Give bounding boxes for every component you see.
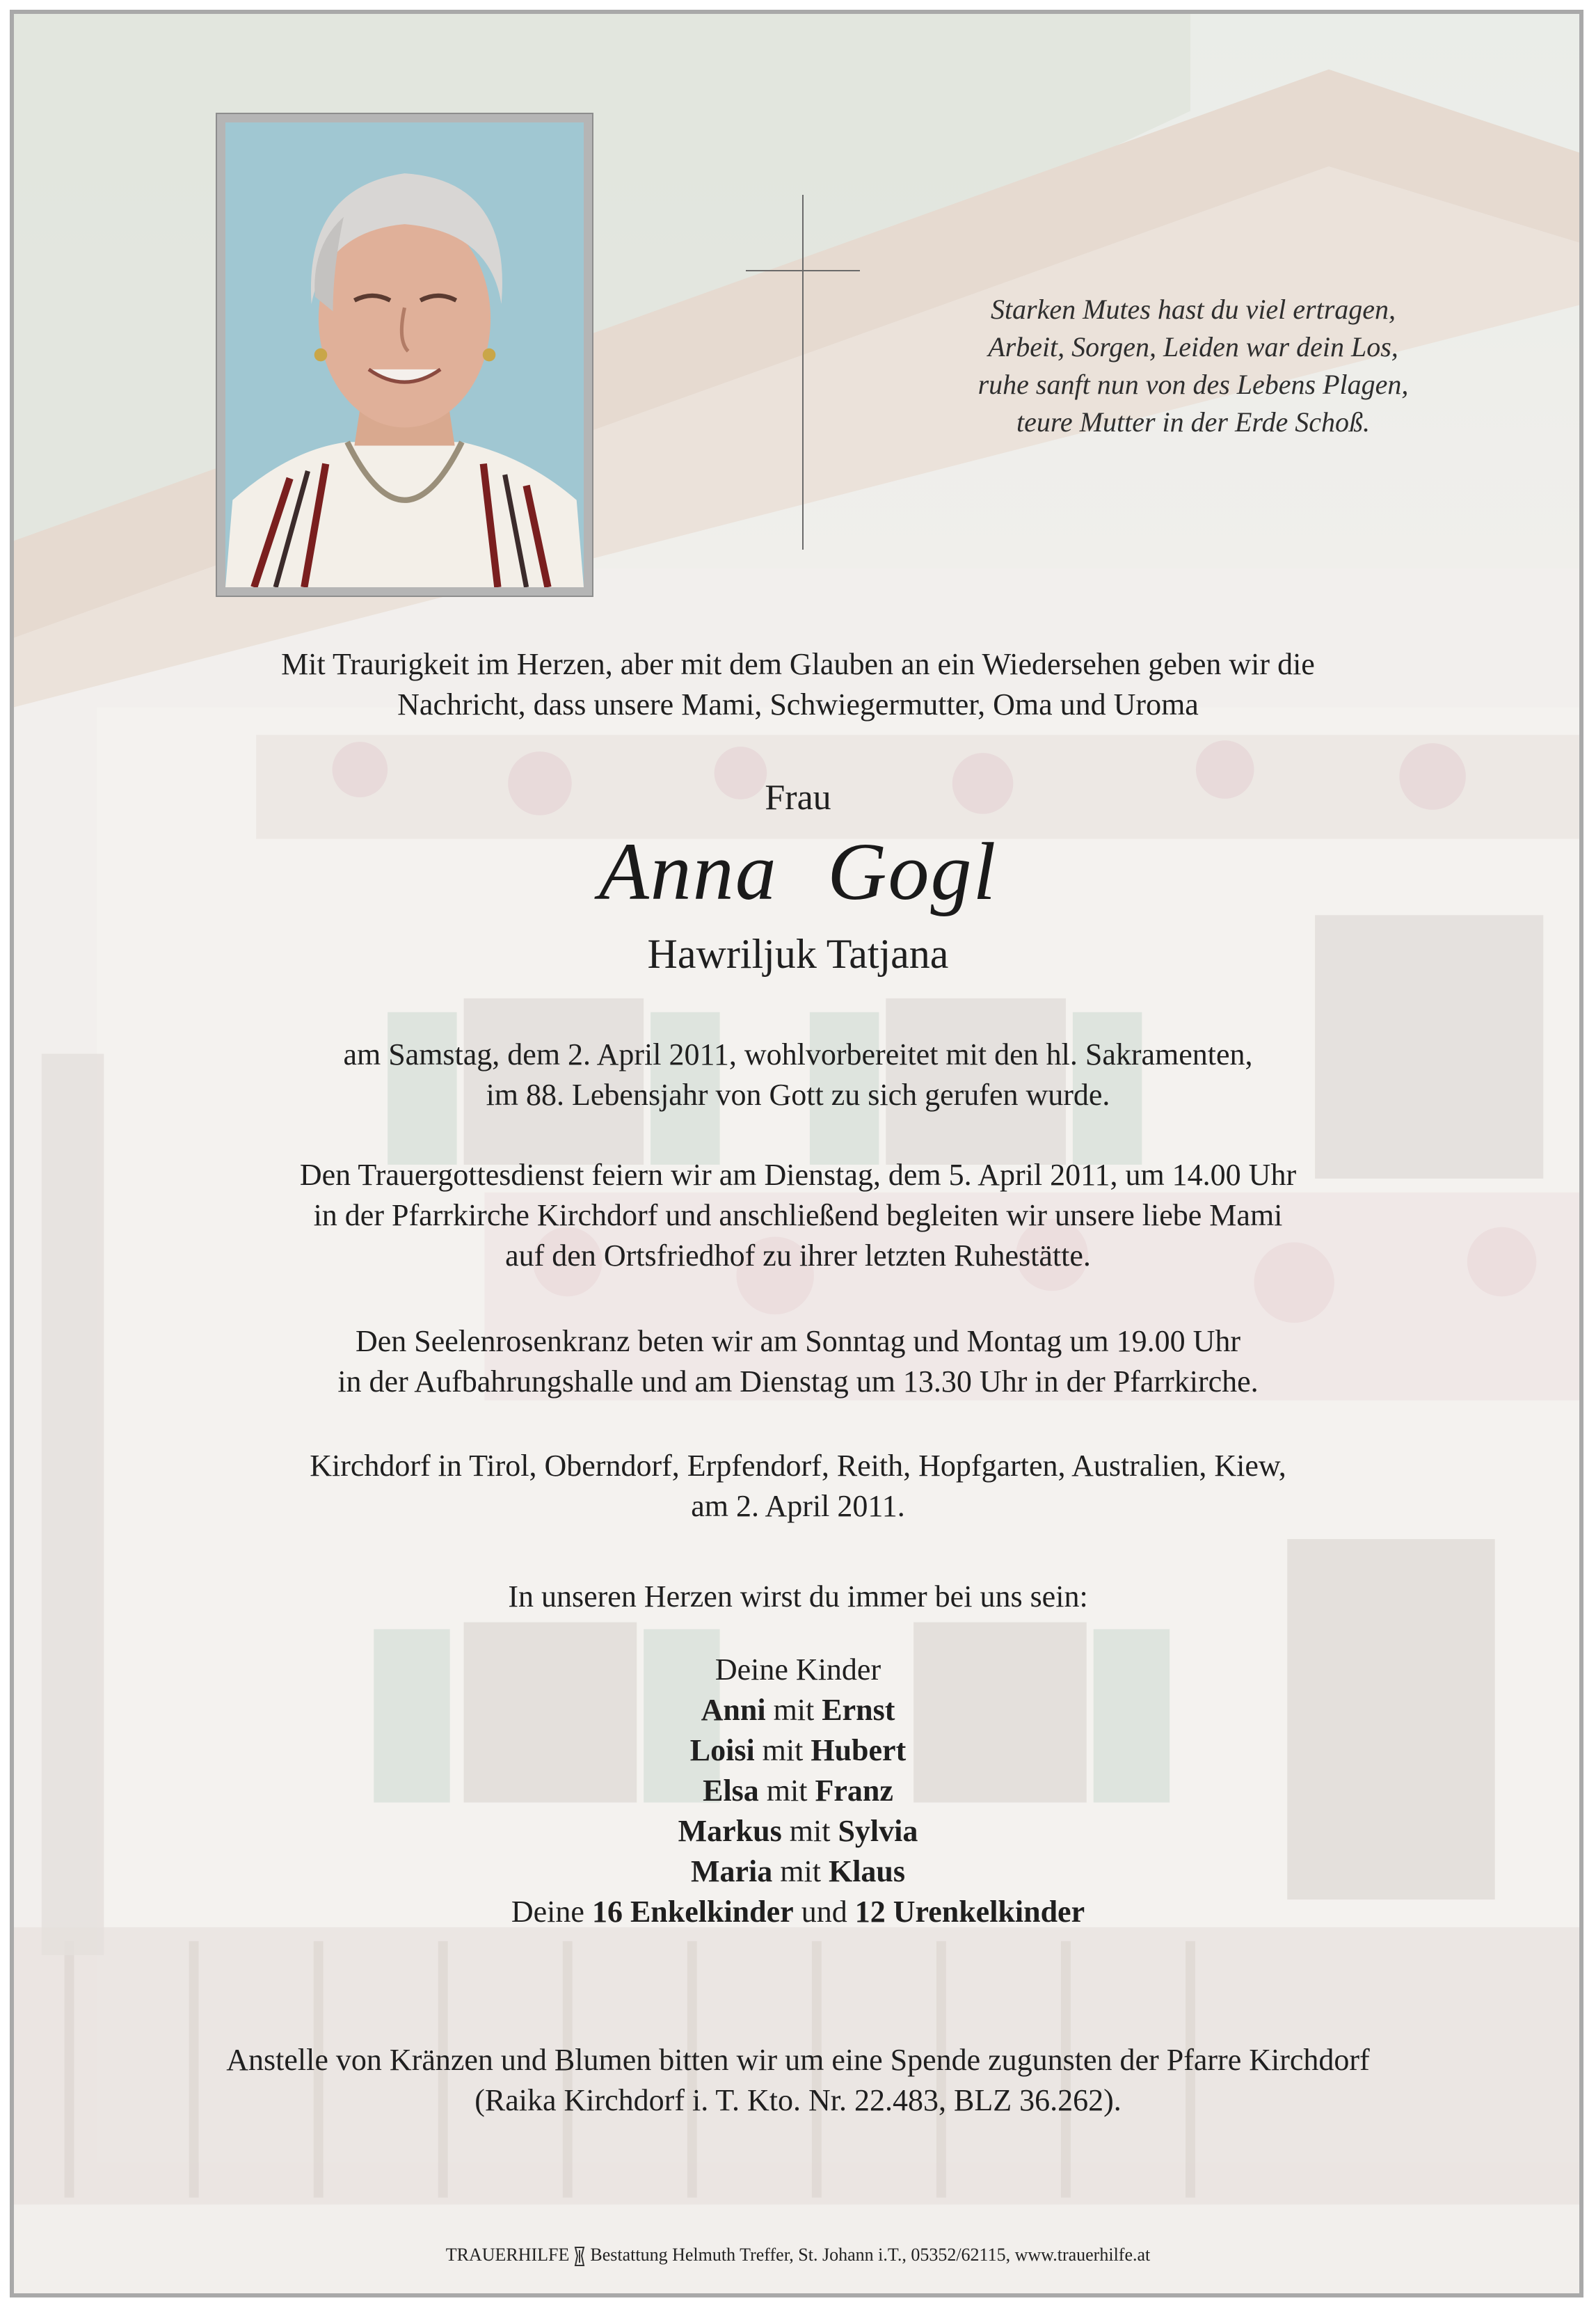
donation-line: (Raika Kirchdorf i. T. Kto. Nr. 22.483, BLZ 36.262). <box>474 2083 1122 2117</box>
donation-line: Anstelle von Kränzen und Blumen bitten wir um eine Spende zugunsten der Pfarre Kirchdorf <box>226 2043 1370 2077</box>
partner-name: Franz <box>815 1774 893 1808</box>
funeral-service-paragraph <box>63 1155 1533 1276</box>
great-grandchildren-count: 12 Urenkelkinder <box>854 1895 1085 1929</box>
grandchildren-line <box>63 1892 1533 1932</box>
family-couple <box>63 1851 1533 1892</box>
footer-text: Bestattung Helmuth Treffer, St. Johann i.T., 05352/62115, www.trauerhilfe.at <box>590 2245 1151 2265</box>
portrait-photo <box>225 122 584 587</box>
trauerhilfe-logo-icon <box>573 2246 586 2267</box>
verse-line: ruhe sanft nun von des Lebens Plagen, <box>977 369 1409 400</box>
family-couple <box>63 1690 1533 1730</box>
footer-brand: TRAUERHILFE <box>445 2245 570 2265</box>
family-list <box>63 1650 1533 1932</box>
child-name: Markus <box>678 1814 782 1848</box>
partner-name: Sylvia <box>838 1814 918 1848</box>
place-line: am 2. April 2011. <box>691 1489 905 1523</box>
connector-word: mit <box>789 1814 831 1848</box>
family-heading: Deine Kinder <box>715 1652 881 1687</box>
donation-paragraph <box>63 2040 1533 2121</box>
child-name: Loisi <box>689 1733 755 1767</box>
partner-name: Hubert <box>811 1733 907 1767</box>
service-line: auf den Ortsfriedhof zu ihrer letzten Ruhestätte. <box>505 1238 1091 1273</box>
cross-horizontal-bar <box>746 270 860 271</box>
verse-line: Starken Mutes hast du viel ertragen, <box>990 294 1396 325</box>
death-announcement <box>63 1035 1533 1115</box>
verse-line: teure Mutter in der Erde Schoß. <box>1016 406 1371 438</box>
rosary-line: Den Seelenrosenkranz beten wir am Sonntag und Montag um 19.00 Uhr <box>355 1324 1241 1358</box>
portrait-photo-frame <box>216 113 593 597</box>
intro-paragraph <box>63 644 1533 725</box>
hearts-line: In unseren Herzen wirst du immer bei uns sein: <box>508 1579 1088 1614</box>
child-name: Maria <box>690 1854 773 1888</box>
family-couple <box>63 1730 1533 1771</box>
service-line: Den Trauergottesdienst feiern wir am Dienstag, dem 5. April 2011, um 14.00 Uhr <box>299 1158 1297 1192</box>
maiden-name: Hawriljuk Tatjana <box>647 931 949 977</box>
death-line: am Samstag, dem 2. April 2011, wohlvorbereitet mit den hl. Sakramenten, <box>343 1037 1253 1072</box>
connector-word: mit <box>762 1733 804 1767</box>
service-line: in der Pfarrkirche Kirchdorf und anschließend begleiten wir unsere liebe Mami <box>313 1198 1283 1232</box>
partner-name: Ernst <box>822 1693 895 1727</box>
deceased-name: Anna Gogl <box>598 826 998 917</box>
rosary-paragraph <box>63 1321 1533 1402</box>
place-date-paragraph <box>63 1446 1533 1527</box>
grandchildren-and: und <box>801 1895 847 1929</box>
place-line: Kirchdorf in Tirol, Oberndorf, Erpfendorf, Reith, Hopfgarten, Australien, Kiew, <box>310 1449 1286 1483</box>
partner-name: Klaus <box>828 1854 906 1888</box>
connector-word: mit <box>766 1774 808 1808</box>
intro-line: Nachricht, dass unsere Mami, Schwiegermutter, Oma und Uroma <box>397 687 1199 722</box>
memorial-verse <box>870 291 1517 441</box>
salutation: Frau <box>765 778 831 818</box>
child-name: Elsa <box>703 1774 759 1808</box>
death-line: im 88. Lebensjahr von Gott zu sich gerufen wurde. <box>486 1078 1110 1112</box>
grandchildren-count: 16 Enkelkinder <box>591 1895 794 1929</box>
intro-line: Mit Traurigkeit im Herzen, aber mit dem Glauben an ein Wiedersehen geben wir die <box>281 647 1315 681</box>
family-couple <box>63 1811 1533 1851</box>
connector-word: mit <box>780 1854 821 1888</box>
verse-line: Arbeit, Sorgen, Leiden war dein Los, <box>988 331 1398 363</box>
funeral-home-footer <box>63 2243 1533 2268</box>
child-name: Anni <box>701 1693 766 1727</box>
family-couple <box>63 1771 1533 1811</box>
grandchildren-prefix: Deine <box>511 1895 584 1929</box>
rosary-line: in der Aufbahrungshalle und am Dienstag um 13.30 Uhr in der Pfarrkirche. <box>337 1364 1259 1399</box>
connector-word: mit <box>773 1693 815 1727</box>
cross-vertical-bar <box>802 195 804 550</box>
